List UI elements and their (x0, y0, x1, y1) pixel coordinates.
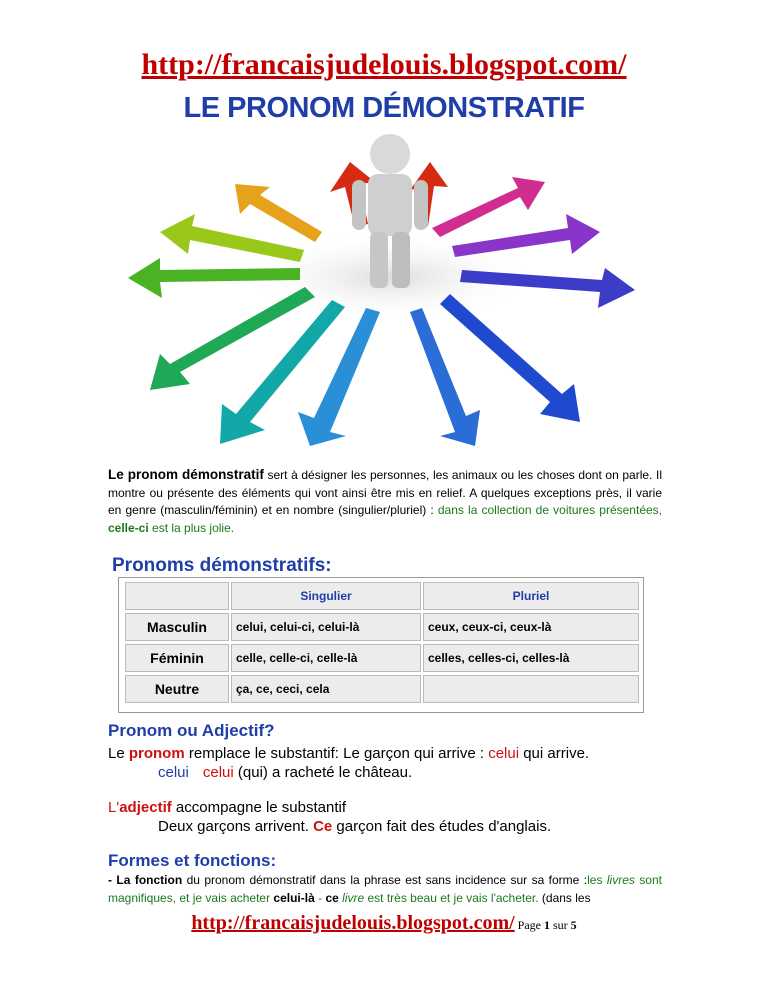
keyword-pronom: pronom (128, 745, 185, 762)
pronom-line-2 (158, 764, 412, 781)
table-cell-feminin-plural: celles, celles-ci, celles-là (423, 644, 639, 672)
keyword-ce: Ce (313, 818, 333, 835)
footer-url[interactable]: http://francaisjudelouis.blogspot.com/ (191, 912, 515, 934)
footer-page-total: 5 (570, 918, 577, 932)
text-span: qui arrive. (519, 745, 590, 762)
arrow-magenta-icon (432, 177, 545, 237)
text-span: Le (108, 745, 129, 762)
hero-illustration (100, 132, 668, 446)
text-span: remplace le substantif: Le garçon qui arrive : (184, 745, 489, 762)
text-span: sont magnifiques, et je vais acheter (108, 873, 662, 905)
table-cell-masculin-plural: ceux, ceux-ci, ceux-là (423, 613, 639, 641)
text-span: Deux garçons arrivent. (158, 818, 314, 835)
arrow-darkblue-icon (440, 294, 580, 422)
header-url[interactable]: http://francaisjudelouis.blogspot.com/ (141, 48, 627, 81)
text-span: (dans les (538, 890, 591, 905)
intro-paragraph (108, 466, 662, 537)
intro-lead: Le pronom démonstratif (108, 467, 264, 482)
arrow-violet-icon (452, 214, 600, 257)
footer-page-text: Page (514, 918, 544, 932)
pronom-line-1 (108, 745, 589, 762)
footer-page-text: sur (550, 918, 571, 932)
example-celui-red: celui (202, 764, 234, 781)
text-span: est très beau et je vais l'acheter. (364, 890, 539, 905)
keyword-adjectif: adjectif (119, 799, 172, 816)
page-title: LE PRONOM DÉMONSTRATIF (183, 92, 585, 124)
keyword-fonction: - La fonction (108, 873, 183, 887)
adjectif-line-2 (158, 818, 551, 835)
example-celui-la: celui-là (273, 890, 315, 905)
table-cell-neutre-plural (423, 675, 639, 703)
table-row-label-feminin: Féminin (125, 644, 229, 672)
text-span: les (587, 873, 607, 887)
table-corner-cell (125, 582, 229, 610)
intro-example-c: est la plus jolie. (148, 520, 235, 535)
pronom-adjectif-title: Pronom ou Adjectif? (108, 721, 275, 740)
table-header-singular: Singulier (231, 582, 421, 610)
text-span: L' (108, 799, 120, 816)
example-livre: livre (342, 890, 365, 905)
intro-text: sert à désigner les personnes, les animaux ou les choses dont on parle. Il montre ou présente des éléments qui vont ainsi être mis en relief. A quelques exceptions près, il varie en genre (masculin/féminin) et en nombre (singulier/pluriel) : (108, 468, 662, 518)
formes-title: Formes et fonctions: (108, 851, 277, 870)
example-celui-blue: celui (158, 764, 189, 781)
demonstratives-table (118, 577, 644, 713)
example-livres: livres (606, 873, 635, 887)
text-span: garçon fait des études d'anglais. (332, 818, 552, 835)
adjectif-line-1 (108, 799, 346, 816)
table-cell-feminin-singular: celle, celle-ci, celle-là (231, 644, 421, 672)
text-span: du pronom démonstratif dans la phrase est sans incidence sur sa forme : (182, 873, 588, 887)
footer-page-number: 1 (544, 918, 550, 932)
arrow-orange-icon (235, 184, 322, 242)
intro-example-b: celle-ci (108, 520, 149, 535)
table-cell-masculin-singular: celui, celui-ci, celui-là (231, 613, 421, 641)
intro-example-a: dans la collection de voitures présentées, (437, 503, 662, 518)
table-row-label-neutre: Neutre (125, 675, 229, 703)
page-footer (0, 912, 768, 935)
table-section-title: Pronoms démonstratifs: (112, 555, 332, 576)
example-celui: celui (488, 745, 520, 762)
arrow-teal-green-icon (150, 287, 315, 390)
table-row-label-masculin: Masculin (125, 613, 229, 641)
formes-paragraph (108, 872, 662, 907)
table-cell-neutre-singular: ça, ce, ceci, cela (231, 675, 421, 703)
table-header-plural: Pluriel (423, 582, 639, 610)
text-span: - (314, 890, 326, 905)
example-ce: ce (325, 890, 339, 905)
text-span: (qui) a racheté le château. (233, 764, 413, 781)
text-span: accompagne le substantif (171, 799, 347, 816)
